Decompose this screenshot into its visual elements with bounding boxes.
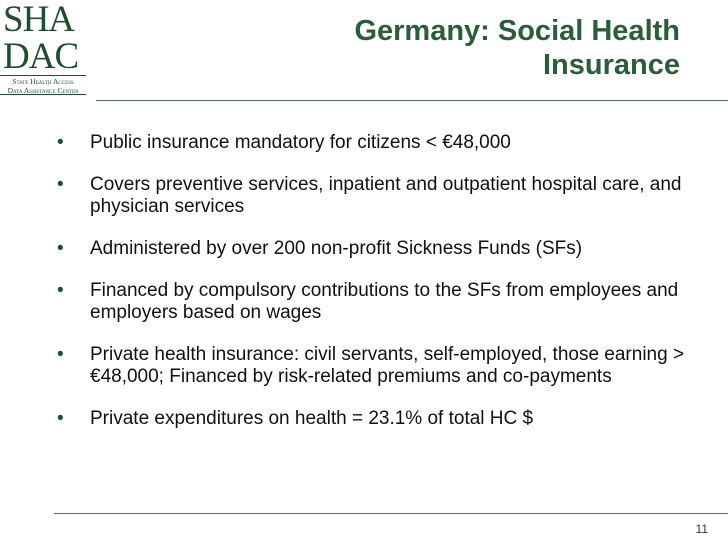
bullet-item: • Public insurance mandatory for citizens < €48,000 — [57, 132, 511, 153]
bullet-item: • Administered by over 200 non-profit Sickness Funds (SFs) — [57, 238, 583, 259]
bullet-list — [55, 132, 695, 450]
title-divider — [96, 100, 728, 101]
bullet-dot-icon: • — [57, 408, 64, 429]
shadac-logo — [0, 0, 86, 96]
bullet-dot-icon: • — [57, 132, 64, 153]
bullet-item: • Private health insurance: civil servants, self-employed, those earning > €48,000; Financed by risk-related premiums and co-payments — [57, 344, 685, 387]
slide-title-line2: Insurance — [543, 49, 680, 81]
logo-text-sha: SHA — [3, 0, 75, 40]
logo-tagline — [0, 75, 86, 95]
logo-tagline-line1: State Health Access — [12, 77, 74, 86]
page-number: 11 — [695, 522, 708, 536]
logo-text-dac: DAC — [3, 36, 79, 77]
bullet-dot-icon: • — [57, 238, 64, 259]
bullet-item: • Covers preventive services, inpatient and outpatient hospital care, and physician services — [57, 174, 682, 217]
bullet-dot-icon: • — [57, 174, 64, 195]
bullet-dot-icon: • — [57, 344, 64, 365]
slide-title — [240, 14, 680, 82]
slide-title-line1: Germany: Social Health — [354, 15, 680, 47]
bullet-dot-icon: • — [57, 280, 64, 301]
footer-divider — [54, 513, 728, 514]
logo-tagline-line2: Data Assistance Center — [7, 86, 79, 95]
bullet-item: • Private expenditures on health = 23.1% of total HC $ — [57, 408, 534, 429]
bullet-item: • Financed by compulsory contributions to the SFs from employees and employers based on wages — [57, 280, 679, 323]
